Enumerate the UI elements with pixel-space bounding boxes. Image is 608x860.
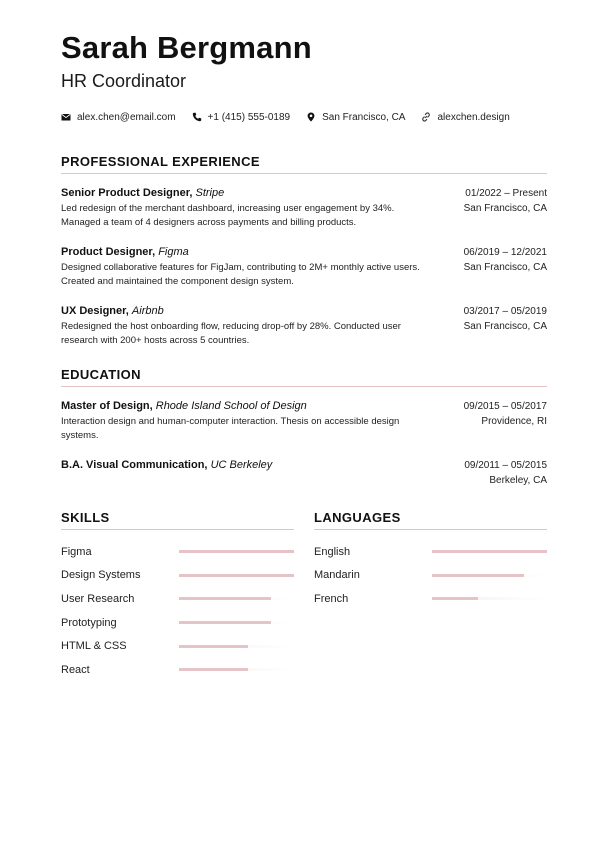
skill-row <box>61 564 294 588</box>
skill-name: Prototyping <box>61 616 117 629</box>
entry-org: Figma <box>158 246 189 258</box>
contact-bar <box>61 110 547 124</box>
entry-org: Stripe <box>195 187 225 199</box>
entry-dates: 01/2022 – Present <box>465 188 547 199</box>
language-level-fill <box>432 574 524 577</box>
entry-location: San Francisco, CA <box>463 262 547 273</box>
skills-languages-row <box>61 510 547 682</box>
skill-name: Figma <box>61 545 92 558</box>
entry-role: Product Designer, <box>61 246 156 258</box>
languages-section <box>314 510 547 682</box>
language-row <box>314 564 547 588</box>
entry-role: UX Designer, <box>61 305 129 317</box>
skill-level-bar <box>179 621 294 624</box>
entry-location: Berkeley, CA <box>489 475 547 486</box>
language-level-fill <box>432 597 478 600</box>
contact-email[interactable] <box>61 112 176 123</box>
experience-entry <box>61 186 547 229</box>
entry-description: Led redesign of the merchant dashboard, increasing user engagement by 34%. Managed a team of 4 designers across payments and billing products. <box>61 203 395 228</box>
entry-dates: 09/2011 – 05/2015 <box>464 460 547 471</box>
experience-section <box>61 154 547 347</box>
skill-level-fill <box>179 550 294 553</box>
education-heading: EDUCATION <box>61 367 547 387</box>
entry-description: Interaction design and human-computer interaction. Thesis on accessible design systems. <box>61 416 400 441</box>
candidate-name: Sarah Bergmann <box>61 30 312 65</box>
language-level-fill <box>432 550 547 553</box>
entry-dates: 03/2017 – 05/2019 <box>463 306 547 317</box>
skill-name: HTML & CSS <box>61 640 127 653</box>
entry-location: San Francisco, CA <box>463 321 547 332</box>
contact-website[interactable] <box>421 112 509 123</box>
location-pin-icon <box>306 112 316 122</box>
skill-level-bar <box>179 597 294 600</box>
entry-degree: Master of Design, <box>61 400 153 412</box>
skills-section <box>61 510 294 682</box>
skill-row <box>61 611 294 635</box>
skill-row <box>61 658 294 682</box>
education-entry <box>61 399 547 442</box>
language-level-bar <box>432 597 547 600</box>
candidate-title: HR Coordinator <box>61 71 187 91</box>
language-level-bar <box>432 550 547 553</box>
skill-name: Design Systems <box>61 569 141 582</box>
experience-entry <box>61 304 547 347</box>
entry-location: Providence, RI <box>481 416 547 427</box>
contact-location <box>306 112 405 123</box>
entry-location: San Francisco, CA <box>463 203 547 214</box>
language-row <box>314 540 547 564</box>
entry-dates: 06/2019 – 12/2021 <box>463 247 547 258</box>
mail-icon <box>61 112 71 122</box>
skill-level-fill <box>179 597 271 600</box>
entry-degree: B.A. Visual Communication, <box>61 459 208 471</box>
entry-org: Airbnb <box>131 305 164 317</box>
entry-school: Rhode Island School of Design <box>155 400 307 412</box>
skill-level-fill <box>179 574 294 577</box>
experience-entry <box>61 245 547 288</box>
contact-website-text: alexchen.design <box>437 111 510 123</box>
entry-role: Senior Product Designer, <box>61 187 193 199</box>
skill-name: React <box>61 663 90 676</box>
languages-heading: LANGUAGES <box>314 510 547 530</box>
language-name: English <box>314 545 351 558</box>
skill-level-fill <box>179 668 248 671</box>
contact-email-text: alex.chen@email.com <box>77 111 176 123</box>
skill-level-bar <box>179 668 294 671</box>
entry-dates: 09/2015 – 05/2017 <box>463 401 547 412</box>
contact-phone[interactable] <box>192 112 291 123</box>
skill-level-fill <box>179 621 271 624</box>
education-entry <box>61 458 547 488</box>
link-icon <box>421 112 431 122</box>
contact-phone-text: +1 (415) 555-0189 <box>207 111 291 123</box>
skill-row <box>61 634 294 658</box>
skills-heading: SKILLS <box>61 510 294 530</box>
skill-level-bar <box>179 550 294 553</box>
skill-row <box>61 587 294 611</box>
skill-level-bar <box>179 574 294 577</box>
language-name: Mandarin <box>314 569 360 582</box>
language-name: French <box>314 592 349 605</box>
entry-description: Redesigned the host onboarding flow, reducing drop-off by 28%. Conducted user research with 200+ hosts across 5 countries. <box>61 321 401 346</box>
skill-name: User Research <box>61 592 135 605</box>
language-level-bar <box>432 574 547 577</box>
skill-level-bar <box>179 645 294 648</box>
skill-level-fill <box>179 645 248 648</box>
education-section <box>61 367 547 488</box>
entry-school: UC Berkeley <box>210 459 273 471</box>
phone-icon <box>192 112 202 122</box>
experience-heading: PROFESSIONAL EXPERIENCE <box>61 154 547 174</box>
contact-location-text: San Francisco, CA <box>322 111 406 123</box>
language-row <box>314 587 547 611</box>
entry-description: Designed collaborative features for FigJam, contributing to 2M+ monthly active users. Created and maintained the component design system. <box>61 262 420 287</box>
skill-row <box>61 540 294 564</box>
